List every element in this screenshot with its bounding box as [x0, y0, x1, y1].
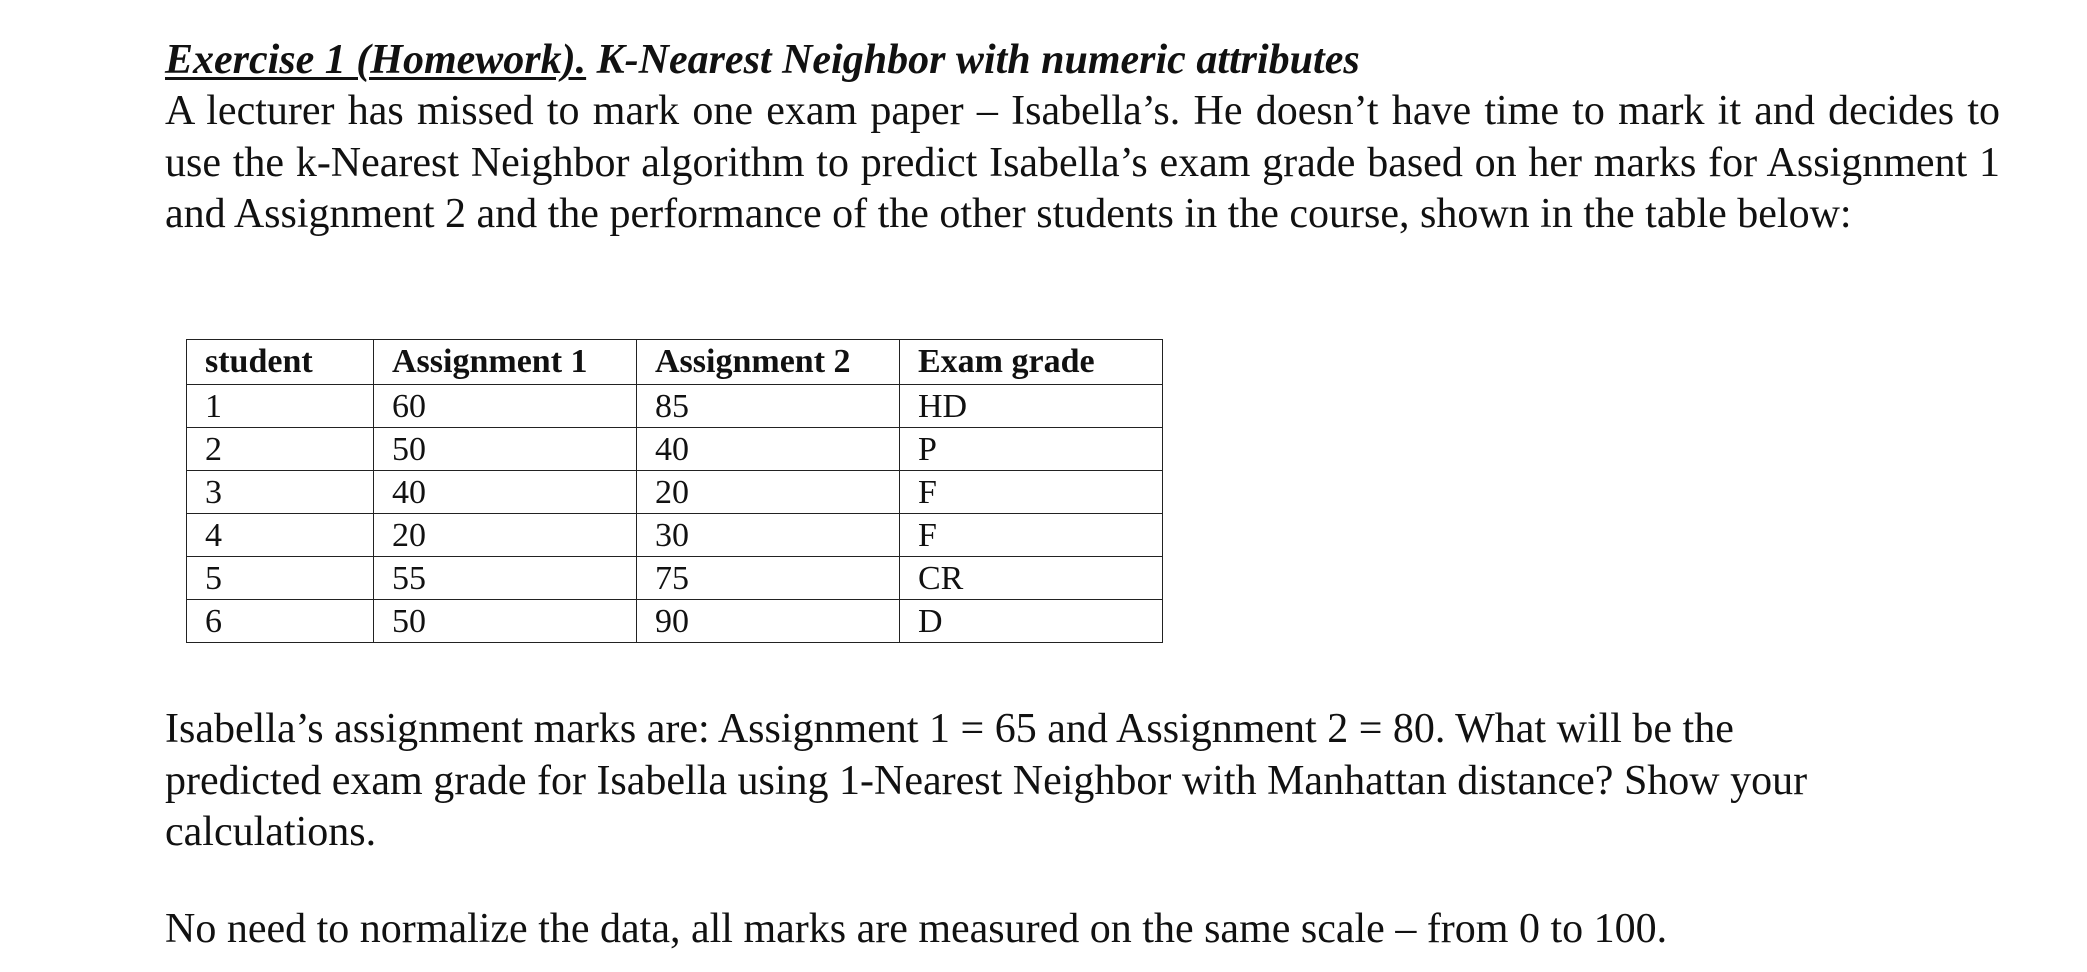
header-assignment-2: Assignment 2 [637, 340, 900, 385]
cell-student: 1 [187, 385, 374, 428]
cell-student: 4 [187, 514, 374, 557]
cell-exam-grade: F [900, 514, 1163, 557]
cell-assignment-1: 60 [374, 385, 637, 428]
cell-student: 6 [187, 600, 374, 643]
header-assignment-1: Assignment 1 [374, 340, 637, 385]
cell-exam-grade: P [900, 428, 1163, 471]
cell-exam-grade: D [900, 600, 1163, 643]
question-line: calculations. [165, 809, 377, 855]
cell-exam-grade: F [900, 471, 1163, 514]
header-student: student [187, 340, 374, 385]
cell-assignment-2: 30 [637, 514, 900, 557]
cell-assignment-1: 50 [374, 428, 637, 471]
table-row [187, 514, 1163, 557]
question-paragraph [165, 704, 2000, 859]
table-row [187, 428, 1163, 471]
exercise-heading [165, 34, 2000, 86]
table-row [187, 471, 1163, 514]
normalization-note: No need to normalize the data, all marks are measured on the same scale – from 0 to 100. [165, 906, 1668, 952]
cell-exam-grade: CR [900, 557, 1163, 600]
exercise-title: K-Nearest Neighbor with numeric attributes [586, 37, 1360, 83]
table-header-row [187, 340, 1163, 385]
cell-assignment-2: 20 [637, 471, 900, 514]
cell-student: 3 [187, 471, 374, 514]
cell-assignment-1: 40 [374, 471, 637, 514]
header-exam-grade: Exam grade [900, 340, 1163, 385]
cell-assignment-1: 55 [374, 557, 637, 600]
question-line: Isabella’s assignment marks are: Assignment 1 = 65 and Assignment 2 = 80. What will be the [165, 706, 1734, 752]
table-row [187, 385, 1163, 428]
intro-paragraph: A lecturer has missed to mark one exam paper – Isabella’s. He doesn’t have time to mark it and decides to use the k-Nearest Neighbor algorithm to predict Isabella’s exam grade based on her marks for Assignment 1 and Assignment 2 and the performance of the other students in the course, shown in the table below: [165, 88, 2000, 237]
cell-student: 2 [187, 428, 374, 471]
student-marks-table [186, 339, 1163, 643]
table-row [187, 557, 1163, 600]
exercise-label: Exercise 1 (Homework). [165, 37, 587, 83]
cell-assignment-1: 50 [374, 600, 637, 643]
cell-assignment-1: 20 [374, 514, 637, 557]
cell-assignment-2: 75 [637, 557, 900, 600]
question-line: predicted exam grade for Isabella using 1-Nearest Neighbor with Manhattan distance? Show your [165, 757, 1808, 804]
table-row [187, 600, 1163, 643]
cell-assignment-2: 40 [637, 428, 900, 471]
cell-assignment-2: 85 [637, 385, 900, 428]
cell-exam-grade: HD [900, 385, 1163, 428]
exercise-document [165, 34, 2000, 952]
cell-assignment-2: 90 [637, 600, 900, 643]
cell-student: 5 [187, 557, 374, 600]
